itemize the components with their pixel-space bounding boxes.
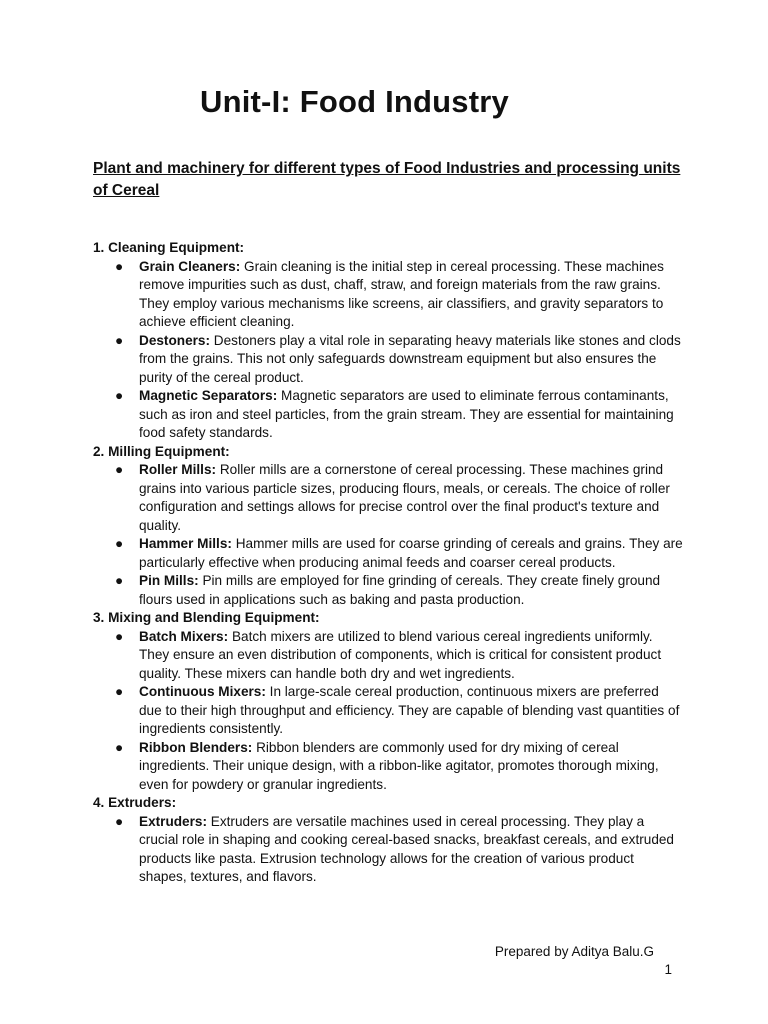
- bullet-list: [93, 461, 683, 609]
- item-term: Batch Mixers:: [139, 628, 229, 644]
- section-heading: 1. Cleaning Equipment:: [93, 240, 245, 255]
- document-title: Unit-I: Food Industry: [200, 84, 509, 119]
- bullet-list: [93, 813, 683, 887]
- section-heading: 3. Mixing and Blending Equipment:: [93, 610, 320, 625]
- bullet-icon: ●: [115, 813, 124, 829]
- list-item: [115, 628, 683, 684]
- list-item: [115, 258, 683, 332]
- bullet-icon: ●: [115, 739, 124, 755]
- item-text: Batch mixers are utilized to blend various cereal ingredients uniformly. They ensure an even distribution of components, which is critical for consistent product quality. These mixers can handle both dry and wet ingredients.: [139, 628, 662, 681]
- bullet-icon: ●: [115, 628, 124, 644]
- item-term: Pin Mills:: [139, 573, 199, 588]
- list-item: [115, 461, 683, 535]
- item-term: Grain Cleaners:: [139, 258, 241, 274]
- item-term: Extruders:: [139, 813, 207, 829]
- item-text: Hammer mills are used for coarse grinding of cereals and grains. They are particularly effective when producing animal feeds and coarser cereal products.: [139, 536, 683, 570]
- bullet-list: [93, 628, 683, 795]
- document-body: [93, 239, 683, 887]
- item-term: Roller Mills:: [139, 462, 217, 477]
- bullet-icon: ●: [115, 388, 124, 403]
- item-term: Continuous Mixers:: [139, 684, 266, 699]
- item-text: Roller mills are a cornerstone of cereal processing. These machines grind grains into various particle sizes, producing flours, meals, or cereals. The choice of roller configuration and settings allows for precise control over the final product's texture and quality.: [139, 462, 670, 533]
- item-text: Destoners play a vital role in separating heavy materials like stones and clods from the grains. This not only safeguards downstream equipment but also ensures the purity of the cereal product.: [139, 332, 681, 385]
- item-text: Grain cleaning is the initial step in cereal processing. These machines remove impurities such as dust, chaff, straw, and foreign materials from the raw grains. They employ various mechanisms like screens, air classifiers, and gravity separators to achieve efficient cleaning.: [139, 258, 664, 329]
- list-item: [115, 813, 683, 887]
- item-text: Magnetic separators are used to eliminate ferrous contaminants, such as iron and steel particles, from the grain stream. They are essential for maintaining food safety standards.: [139, 388, 674, 440]
- item-text: Pin mills are employed for fine grinding of cereals. They create finely ground flours used in applications such as baking and pasta production.: [139, 573, 661, 607]
- item-text: Ribbon blenders are commonly used for dry mixing of cereal ingredients. Their unique design, with a ribbon-like agitator, promotes thorough mixing, even for powdery or granular ingredients.: [139, 739, 659, 792]
- bullet-icon: ●: [115, 573, 124, 588]
- list-item: [115, 535, 683, 572]
- item-text: Extruders are versatile machines used in cereal processing. They play a crucial role in shaping and cooking cereal-based snacks, breakfast cereals, and extruded products like pasta. Extrusion technology allows for the creation of various product shapes, textures, and flavors.: [139, 813, 674, 884]
- bullet-list: [93, 258, 683, 443]
- item-term: Hammer Mills:: [139, 536, 232, 551]
- section-heading: 2. Milling Equipment:: [93, 443, 230, 459]
- list-item: [115, 683, 683, 739]
- section: [93, 794, 683, 887]
- list-item: [115, 332, 683, 388]
- section: [93, 609, 683, 794]
- bullet-icon: ●: [115, 536, 124, 551]
- bullet-icon: ●: [115, 258, 124, 274]
- list-item: [115, 572, 683, 609]
- bullet-icon: ●: [115, 684, 124, 699]
- item-text: In large-scale cereal production, continuous mixers are preferred due to their high throughput and efficiency. They are capable of blending vast quantities of ingredients consistently.: [139, 684, 680, 736]
- section: [93, 443, 683, 610]
- document-subtitle: Plant and machinery for different types of Food Industries and processing units of Cereal: [93, 160, 681, 199]
- section-heading: 4. Extruders:: [93, 795, 177, 810]
- section: [93, 239, 683, 443]
- bullet-icon: ●: [115, 462, 124, 477]
- list-item: [115, 387, 683, 443]
- page-number: 1: [664, 962, 672, 977]
- item-term: Ribbon Blenders:: [139, 739, 253, 755]
- bullet-icon: ●: [115, 332, 124, 348]
- list-item: [115, 739, 683, 795]
- footer-author: Prepared by Aditya Balu.G: [494, 944, 654, 959]
- item-term: Destoners:: [139, 332, 211, 348]
- item-term: Magnetic Separators:: [139, 388, 278, 403]
